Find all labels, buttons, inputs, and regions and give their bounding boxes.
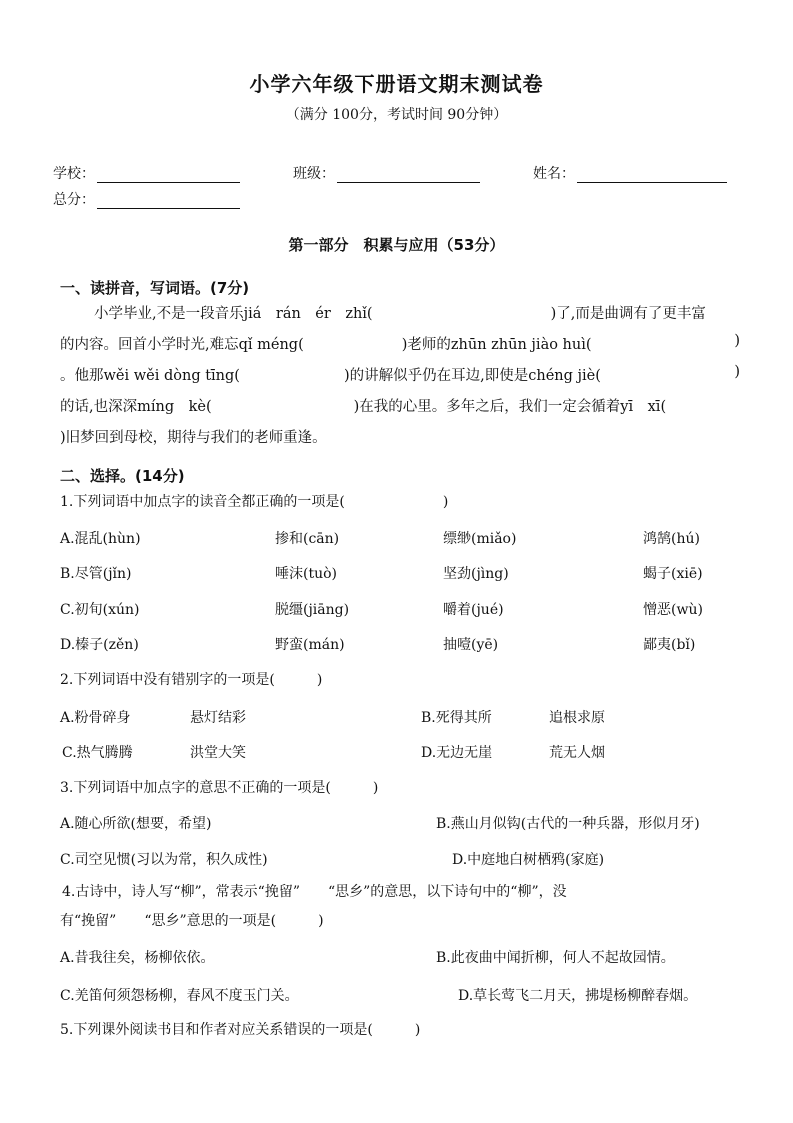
- q2-option: C.热气腾腾: [62, 745, 133, 761]
- question-3: 3.下列词语中加点字的意思不正确的一项是( ): [60, 780, 379, 796]
- q1-option: 掺和(cān): [275, 531, 340, 547]
- s1-line-5: )旧梦回到母校，期待与我们的老师重逢。: [60, 430, 327, 446]
- s1-line-3: [60, 364, 740, 385]
- s1-text: 的话,也深深míng kè(: [60, 399, 212, 415]
- q3-option: A.随心所欲(想要，希望): [60, 816, 212, 832]
- total-field: [53, 189, 240, 209]
- s1-text: )的讲解似乎仍在耳边,即使是chéng jiè(: [343, 368, 601, 384]
- q1-option: 鄙夷(bǐ): [643, 637, 696, 653]
- q3-option: C.司空见惯(习以为常，积久成性): [60, 852, 268, 868]
- q4-option: C.羌笛何须怨杨柳，春风不度玉门关。: [60, 988, 299, 1004]
- total-label: 总分：: [53, 192, 95, 208]
- q1-option: 憎恶(wù): [643, 602, 703, 618]
- q1-option: C.初旬(xún): [60, 602, 140, 618]
- q2-option: A.粉骨碎身: [60, 710, 131, 726]
- page-title: 小学六年级下册语文期末测试卷: [249, 72, 544, 96]
- q4-option: B.此夜曲中闻折柳，何人不起故园情。: [436, 950, 675, 966]
- question-2: 2.下列词语中没有错别字的一项是( ): [60, 672, 323, 688]
- question-1: 1.下列词语中加点字的读音全都正确的一项是( ): [60, 494, 449, 510]
- q1-option: 鸿鹄(hú): [643, 531, 700, 547]
- school-label: 学校：: [53, 166, 95, 182]
- q1-option: 野蛮(mán): [275, 637, 345, 653]
- q1-option: D.榛子(zěn): [60, 637, 139, 653]
- q1-option: 缥缈(miǎo): [443, 531, 517, 547]
- q1-option: 蝎子(xiē): [643, 566, 703, 582]
- section-one-heading: 一、读拼音，写词语。(7分): [60, 279, 250, 297]
- q1-option: 抽噎(yē): [443, 637, 499, 653]
- name-blank: [577, 166, 727, 183]
- q1-option: 脱缰(jiāng): [275, 602, 350, 618]
- q4-option: D.草长莺飞二月天，拂堤杨柳醉春烟。: [458, 988, 698, 1004]
- q4-option: A.昔我往矣，杨柳依依。: [60, 950, 215, 966]
- q2-option: 追根求原: [549, 710, 605, 726]
- question-5: 5.下列课外阅读书目和作者对应关系错误的一项是( ): [60, 1022, 421, 1038]
- q2-option: 荒无人烟: [549, 745, 605, 761]
- s1-line-4: [60, 395, 740, 416]
- s1-text: 。他那wěi wěi dòng tīng(: [60, 368, 240, 384]
- q1-option: A.混乱(hùn): [60, 531, 141, 547]
- q1-option: 唾沫(tuò): [275, 566, 337, 582]
- s1-text: )了,而是曲调有了更丰富: [550, 306, 706, 322]
- page-subtitle: （满分 100分，考试时间 90分钟）: [285, 107, 508, 123]
- q2-option: B.死得其所: [421, 710, 492, 726]
- s1-text: 小学毕业,不是一段音乐jiá rán ér zhǐ(: [94, 306, 373, 322]
- name-field: [533, 163, 727, 183]
- s1-text: 的内容。回首小学时光,难忘qǐ méng(: [60, 337, 304, 353]
- s1-text: )在我的心里。多年之后，我们一定会循着yī xī(: [353, 399, 667, 415]
- class-field: [293, 163, 480, 183]
- q2-option: 悬灯结彩: [190, 710, 246, 726]
- q3-option: B.燕山月似钩(古代的一种兵器，形似月牙): [436, 816, 700, 832]
- s1-line-1: [94, 302, 740, 323]
- q1-option: 坚劲(jìng): [443, 566, 509, 582]
- section-two-heading: 二、选择。(14分): [60, 467, 185, 485]
- q2-option: D.无边无崖: [421, 745, 493, 761]
- q1-option: B.尽管(jǐn): [60, 566, 132, 582]
- class-label: 班级：: [293, 166, 335, 182]
- s1-text: ): [734, 333, 740, 349]
- s1-text: )老师的zhūn zhūn jiào huì(: [401, 337, 592, 353]
- school-field: [53, 163, 240, 183]
- part-one-heading: 第一部分 积累与应用（53分）: [288, 236, 505, 254]
- class-blank: [337, 166, 480, 183]
- school-blank: [97, 166, 240, 183]
- question-4-continued: 有“挽留” “思乡”意思的一项是( ): [60, 913, 324, 929]
- total-blank: [97, 192, 240, 209]
- question-4: 4.古诗中，诗人写“柳”，常表示“挽留” “思乡”的意思，以下诗句中的“柳”，没: [62, 884, 567, 900]
- q2-option: 洪堂大笑: [190, 745, 246, 761]
- s1-text: ): [734, 364, 740, 380]
- q1-option: 嚼着(jué): [443, 602, 504, 618]
- q3-option: D.中庭地白树栖鸦(家庭): [452, 852, 605, 868]
- s1-line-2: [60, 333, 740, 354]
- name-label: 姓名：: [533, 166, 575, 182]
